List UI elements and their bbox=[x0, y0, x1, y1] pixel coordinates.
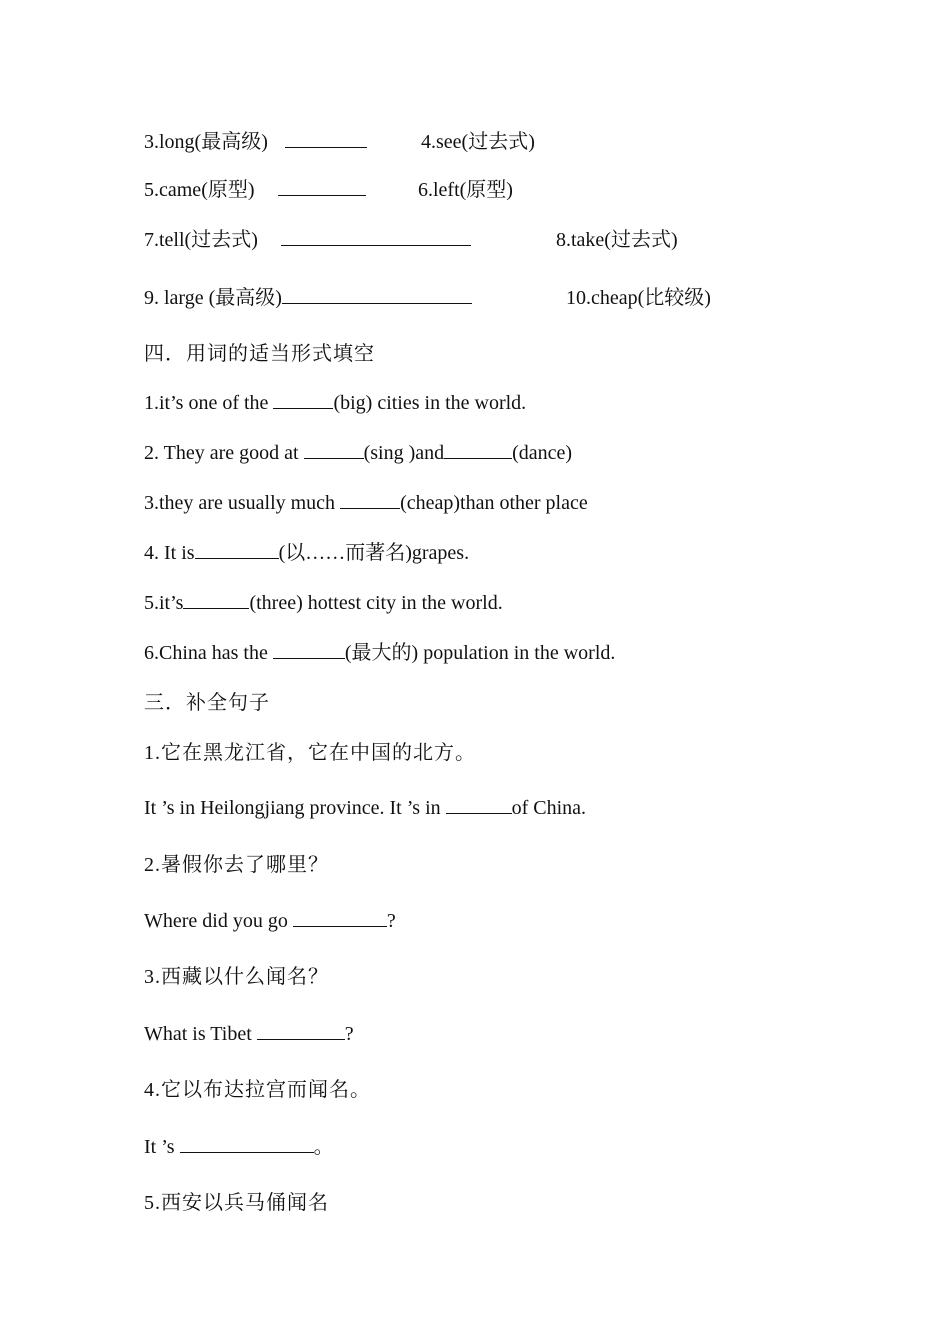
q-text: It ’s in Heilongjiang province. It ’s in bbox=[144, 797, 446, 819]
s3-item-1-en bbox=[144, 795, 586, 821]
q-text: of China. bbox=[511, 797, 587, 819]
s4-question-2 bbox=[144, 440, 572, 466]
q-text: 6.China has the bbox=[144, 642, 273, 664]
answer-blank[interactable] bbox=[285, 129, 367, 148]
answer-blank[interactable] bbox=[273, 640, 345, 659]
answer-blank[interactable] bbox=[446, 795, 512, 814]
s4-question-1 bbox=[144, 390, 526, 416]
answer-blank[interactable] bbox=[180, 1134, 314, 1153]
form-5-label: 5.came(原型) bbox=[144, 179, 255, 201]
form-10-label: 10.cheap(比较级) bbox=[566, 287, 711, 309]
q-text: 5.it’s bbox=[144, 592, 184, 614]
form-3-label: 3.long(最高级) bbox=[144, 131, 268, 153]
q-text: (sing )and bbox=[363, 442, 445, 464]
form-9-label: 9. large (最高级) bbox=[144, 287, 282, 309]
q-text: It ’s bbox=[144, 1136, 180, 1158]
answer-blank[interactable] bbox=[281, 227, 471, 246]
answer-blank[interactable] bbox=[444, 440, 512, 459]
q-text: 3.they are usually much bbox=[144, 492, 341, 514]
s4-question-5 bbox=[144, 590, 503, 616]
q-text: 1.it’s one of the bbox=[144, 392, 274, 414]
form-row-3 bbox=[144, 227, 471, 253]
q-text: 。 bbox=[313, 1136, 334, 1158]
s3-item-2-en bbox=[144, 908, 396, 934]
answer-blank[interactable] bbox=[293, 908, 387, 927]
s4-question-6 bbox=[144, 640, 615, 666]
section4-heading: 四．用词的适当形式填空 bbox=[144, 343, 375, 365]
answer-blank[interactable] bbox=[195, 540, 279, 559]
answer-blank[interactable] bbox=[304, 440, 364, 459]
q-text: 2. They are good at bbox=[144, 442, 304, 464]
q-text: Where did you go bbox=[144, 910, 293, 932]
q-text: (以……而著名)grapes. bbox=[278, 542, 470, 564]
q-text: (three) hottest city in the world. bbox=[249, 592, 503, 614]
form-8-label: 8.take(过去式) bbox=[556, 229, 678, 251]
s3-item-3-cn: 3.西藏以什么闻名？ bbox=[144, 966, 329, 988]
form-row-2 bbox=[144, 177, 366, 203]
form-6-label: 6.left(原型) bbox=[418, 179, 513, 201]
q-text: 4. It is bbox=[144, 542, 195, 564]
answer-blank[interactable] bbox=[273, 390, 333, 409]
q-text: (最大的) population in the world. bbox=[344, 642, 616, 664]
answer-blank[interactable] bbox=[340, 490, 400, 509]
q-text: (cheap)than other place bbox=[400, 492, 588, 514]
form-4-label: 4.see(过去式) bbox=[421, 131, 535, 153]
answer-blank[interactable] bbox=[257, 1021, 345, 1040]
form-row-4 bbox=[144, 285, 472, 311]
section3-heading: 三．补全句子 bbox=[144, 692, 270, 714]
q-text: (dance) bbox=[512, 442, 573, 464]
s4-question-3 bbox=[144, 490, 588, 516]
q-text: ? bbox=[344, 1023, 354, 1045]
s3-item-1-cn: 1.它在黑龙江省，它在中国的北方。 bbox=[144, 742, 476, 764]
form-7-label: 7.tell(过去式) bbox=[144, 229, 258, 251]
s3-item-3-en bbox=[144, 1021, 354, 1047]
q-text: What is Tibet bbox=[144, 1023, 257, 1045]
q-text: ? bbox=[386, 910, 396, 932]
answer-blank[interactable] bbox=[282, 285, 472, 304]
s4-question-4 bbox=[144, 540, 469, 566]
answer-blank[interactable] bbox=[278, 177, 366, 196]
s3-item-2-cn: 2.暑假你去了哪里？ bbox=[144, 854, 329, 876]
q-text: (big) cities in the world. bbox=[333, 392, 527, 414]
s3-item-5-cn: 5.西安以兵马俑闻名 bbox=[144, 1192, 329, 1214]
form-row-1 bbox=[144, 129, 367, 155]
s3-item-4-en bbox=[144, 1134, 334, 1160]
answer-blank[interactable] bbox=[183, 590, 249, 609]
s3-item-4-cn: 4.它以布达拉宫而闻名。 bbox=[144, 1079, 371, 1101]
